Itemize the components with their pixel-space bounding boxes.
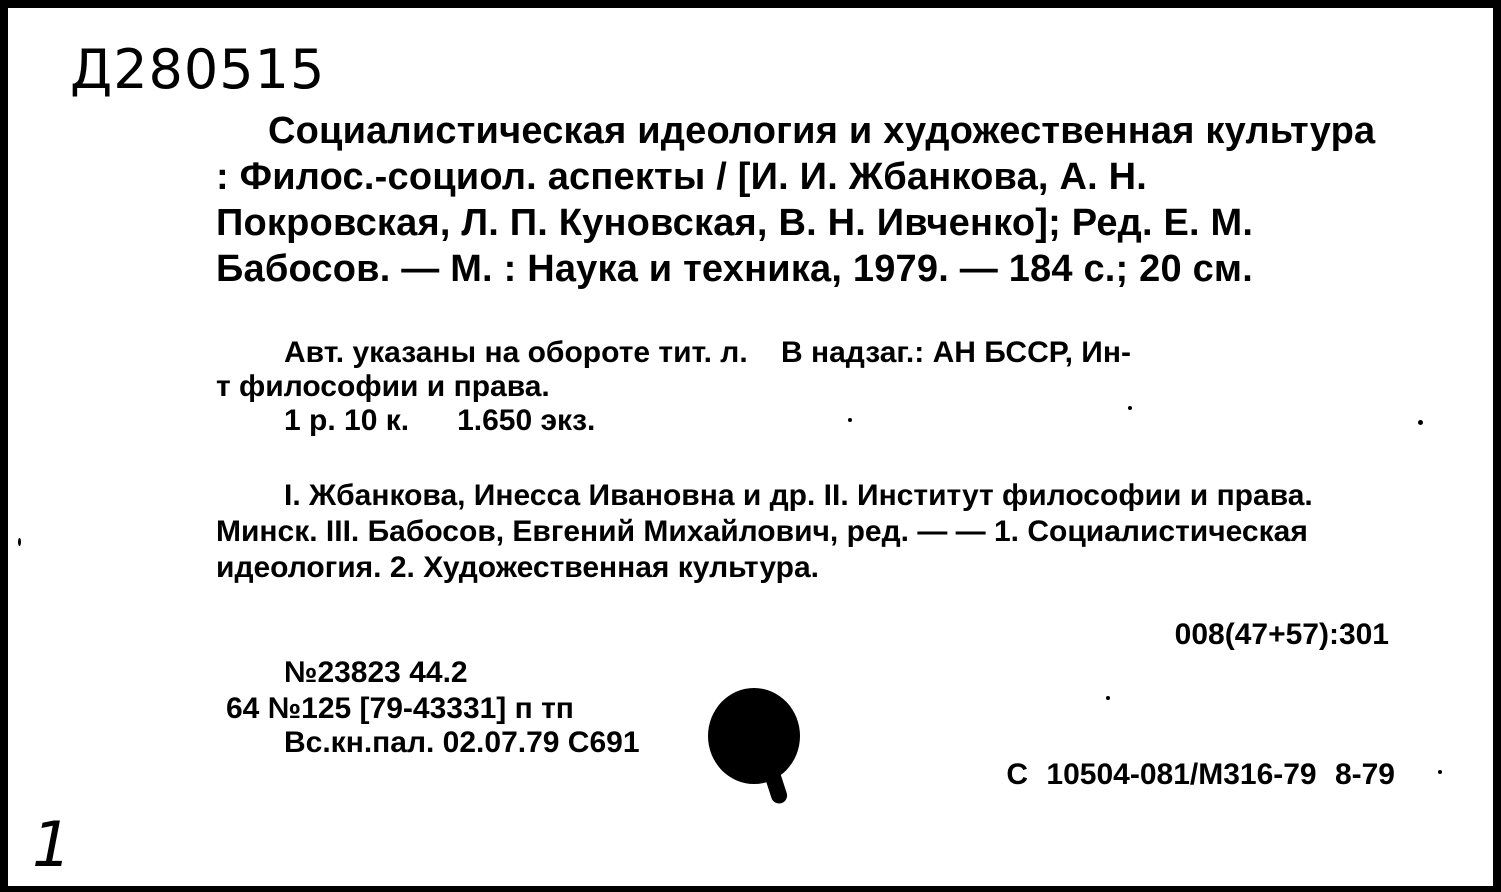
udc-code: 008(47+57):301 [1174,618,1389,651]
price-line [216,404,1396,438]
note-authors: Авт. указаны на обороте тит. л. [284,336,748,369]
ink-blot [708,688,800,784]
note-line-1 [216,336,1396,370]
registry-line-2: 64 №125 [79-43331] п тп [226,692,574,725]
speck [1106,696,1110,700]
speck [1438,770,1442,774]
speck [1418,420,1423,425]
handwritten-number: 1 [32,808,72,881]
price: 1 р. 10 к. [284,404,410,437]
classification-code: С 10504-081/М316-79 8-79 [1006,758,1395,791]
registry-line-1: №23823 44.2 [284,656,468,689]
catalog-card [6,6,1495,888]
subject-headings [216,478,1401,586]
entry-title: Социалистическая идеология и художественная культура [268,110,1376,152]
entry-description: : Филос.-социол. аспекты / [И. И. Жбанкова, А. Н. Покровская, Л. П. Куновская, В. Н. Ивченко]; Ред. Е. М. Бабосов. — М. : Наука и техника, 1979. — 184 с.; 20 см. [216,156,1254,290]
speck [18,538,21,546]
speck [848,418,852,422]
copies: 1.650 экз. [457,404,596,437]
note-header: В надзаг.: АН БССР, Ин- [781,336,1131,369]
subject-text: I. Жбанкова, Инесса Ивановна и др. II. Институт философии и права. Минск. III. Бабосов, Евгений Михайлович, ред. — — 1. Социалистическая идеология. 2. Художественная культура. [216,479,1313,584]
bibliographic-entry [216,108,1386,292]
registry-line-3: Вс.кн.пал. 02.07.79 С691 [284,726,640,759]
call-number: Д280515 [70,38,326,101]
notes [216,336,1396,438]
speck [1128,406,1132,410]
ink-blot-tail [763,766,789,805]
note-line-2: т философии и права. [216,370,550,403]
